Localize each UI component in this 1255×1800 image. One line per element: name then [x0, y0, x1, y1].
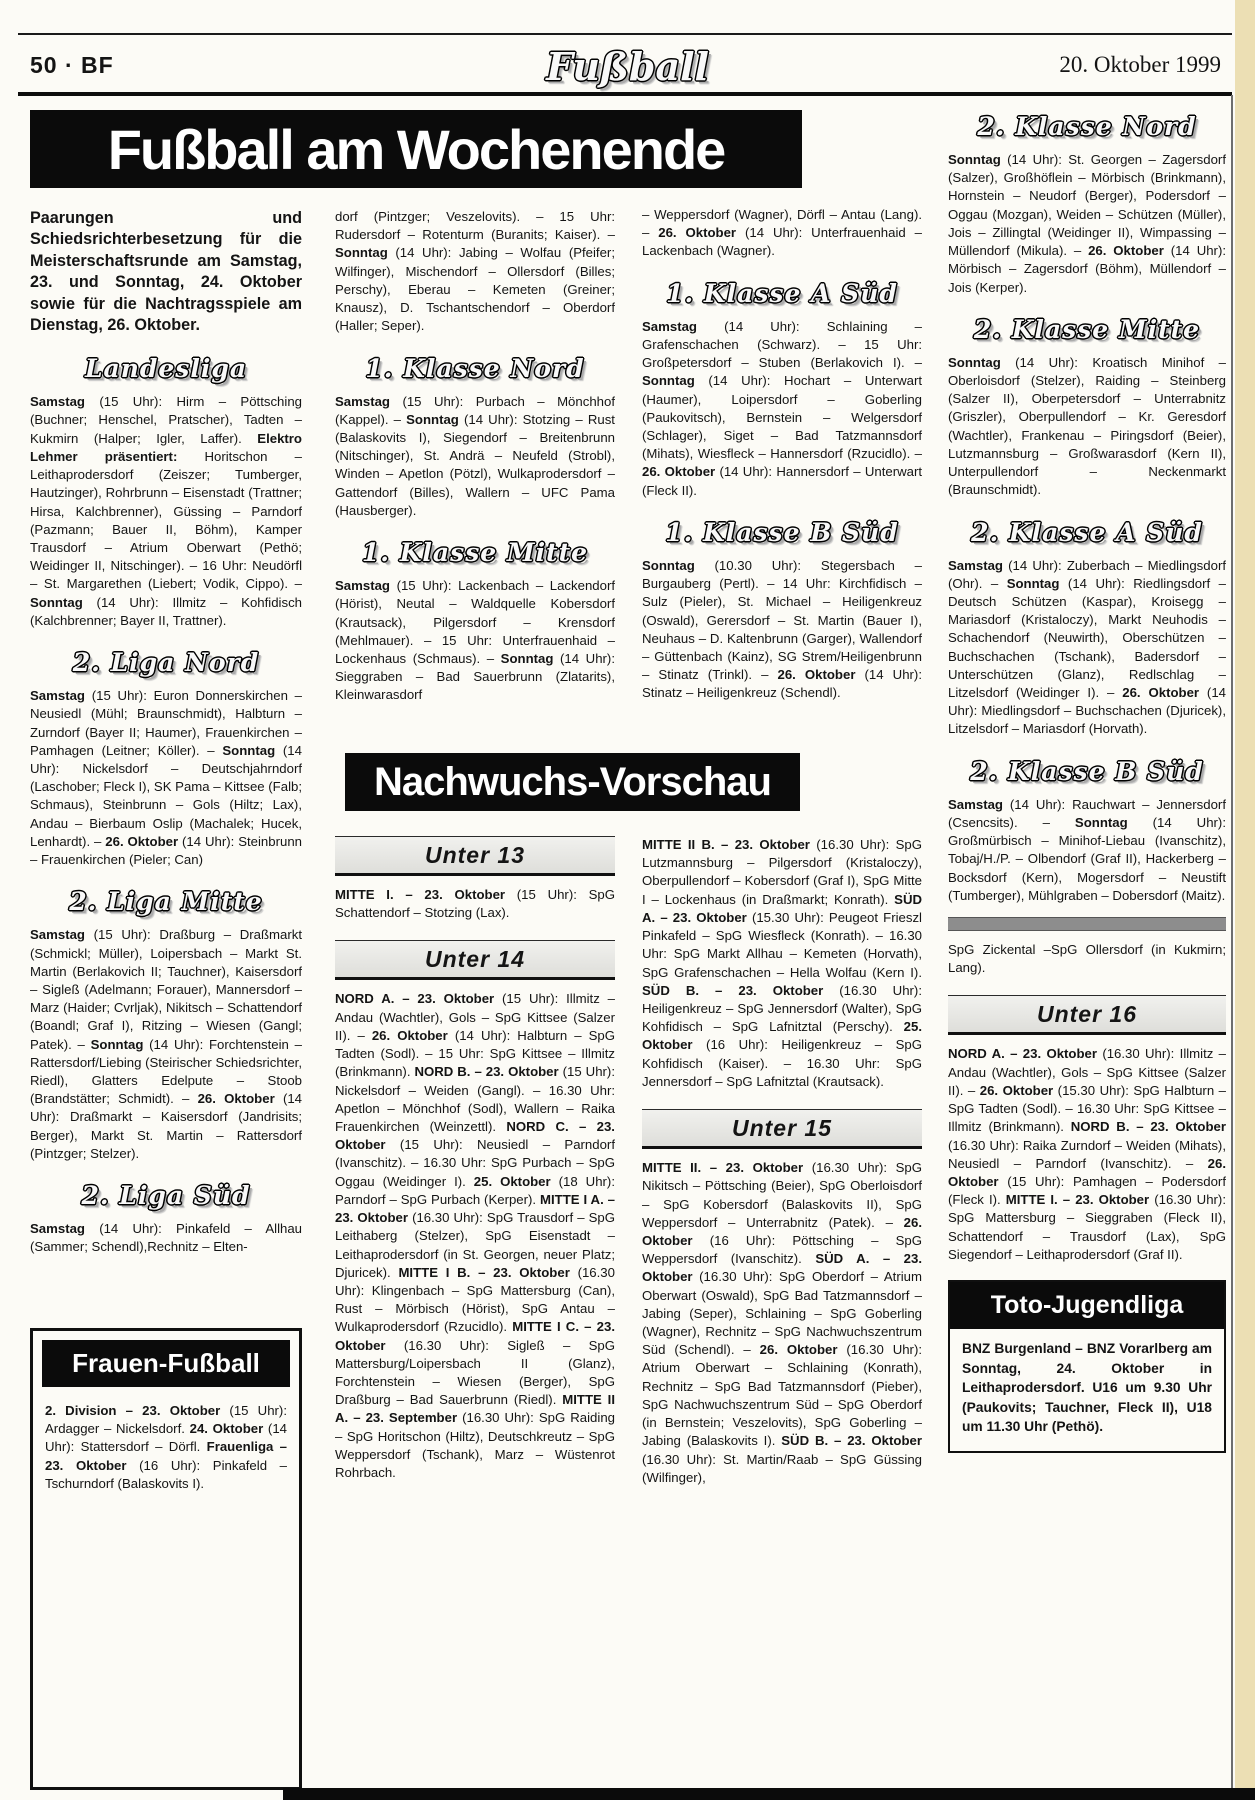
heading-2-liga-sued: 2. Liga Süd	[81, 1181, 251, 1211]
body-2-klasse-a-sued: Samstag (14 Uhr): Zuberbach – Miedlingsdorf (Ohr). – Sonntag (14 Uhr): Riedlingsdorf – Deutsch Schützen (Kaspar), Kroisegg – Mariasdorf (Kristaloczy), Markt Neuhodis – Schachendorf (Neuwirth), Oberschützen – Buchschachen (Tschank), Badersdorf – Unterschützen (Glanz), Redlschlag – Litzelsdorf (Weidinger I). – 26. Oktober (14 Uhr): Miedlingsdorf – Buchschachen (Djuricek), Litzelsdorf – Mariasdorf (Horvath).	[948, 557, 1226, 737]
heading-2-klasse-mitte: 2. Klasse Mitte	[973, 314, 1201, 344]
main-headline-banner	[30, 110, 802, 188]
intro-paragraph: Paarungen und Schiedsrichterbesetzung für die Meisterschaftsrunde am Samstag, 23. und Sonntag, 24. Oktober sowie für die Nachtragsspiele am Dienstag, 26. Oktober.	[30, 209, 302, 334]
page-number: 50 · BF	[30, 52, 114, 78]
body-sued-b-continuation: SpG Zickental –SpG Ollersdorf (in Kukmirn; Lang).	[948, 942, 1226, 976]
column-3-top	[642, 206, 922, 746]
page-edge-band	[1235, 0, 1255, 1800]
page-date: 20. Oktober 1999	[1059, 52, 1221, 77]
heading-unter-16: Unter 16	[948, 995, 1226, 1035]
body-unter-15: MITTE II. – 23. Oktober (16.30 Uhr): SpG Nikitsch – Pöttsching (Beier), SpG Oberloisdorf – SpG Kobersdorf (Balaskovits II), SpG Weppersdorf – Unterrabnitz (Patek). – 26. Oktober (16 Uhr): Pöttsching – SpG Weppersdorf (Ivanschitz). SÜD A. – 23. Oktober (16.30 Uhr): SpG Oberdorf – Atrium Oberwart (Oswald), SpG Bad Tatzmannsdorf – Jabing (Seper), Schlaining – SpG Goberling (Wagner), Rechnitz – SpG Nachwuchszentrum Süd (Schendl). – 26. Oktober (16.30 Uhr): Atrium Oberwart – Schlaining (Konrath), Rechnitz – SpG Bad Tatzmannsdorf (Pieber), SpG Nachwuchszentrum Süd – SpG Oberdorf (in Bernstein; Veszelovits), SpG Goberling – Jabing (Balaskovits I). SÜD B. – 23. Oktober (16.30 Uhr): St. Martin/Raab – SpG Güssing (Wilfinger),	[642, 1160, 922, 1485]
toto-jugendliga-box	[948, 1280, 1226, 1453]
column-2-bottom	[335, 836, 615, 1788]
body-2-klasse-nord: Sonntag (14 Uhr): St. Georgen – Zagersdorf (Salzer), Großhöflein – Mörbisch (Brinkmann), Hornstein – Neudorf (Berger), Podersdorf – Oggau (Mozgan), Weiden – Schützen (Müller), Jois – Zillingtal (Weidinger II), Wimpassing – Müllendorf (Mikula). – 26. Oktober (14 Uhr): Mörbisch – Zagersdorf (Böhm), Müllendorf – Jois (Kerper).	[948, 152, 1226, 295]
toto-jugendliga-body: BNZ Burgenland – BNZ Vorarlberg am Sonntag, 24. Oktober in Leithaprodersdorf. U16 um 9.30 Uhr (Paukovits; Tauchner, Fleck II), U18 um 11.30 Uhr (Pethö).	[962, 1341, 1212, 1435]
body-unter-13: MITTE I. – 23. Oktober (15 Uhr): SpG Schattendorf – Stotzing (Lax).	[335, 887, 615, 921]
heading-2-liga-nord: 2. Liga Nord	[72, 648, 260, 678]
heading-unter-14: Unter 14	[335, 940, 615, 980]
body-2-liga-sued-continuation: dorf (Pintzger; Veszelovits). – 15 Uhr: Rudersdorf – Rotenturm (Buranits; Kaiser). – Sonntag (14 Uhr): Jabing – Wolfau (Pfeifer; Wilfinger), Mischendorf – Ollersdorf (Billes; Perschy), Eberau – Kemeten (Greiner; Knausz), D. Tschantschendorf – Oberdorf (Haller; Seper).	[335, 209, 615, 334]
heading-1-klasse-nord: 1. Klasse Nord	[365, 353, 585, 383]
top-rule	[18, 33, 1232, 35]
heading-2-klasse-a-sued: 2. Klasse A Süd	[971, 517, 1203, 547]
main-headline-text: Fußball am Wochenende	[107, 117, 725, 181]
heading-landesliga: Landesliga	[84, 354, 248, 384]
youth-banner-text: Nachwuchs-Vorschau	[374, 759, 771, 804]
column-2-top	[335, 208, 615, 748]
frauen-fussball-box	[30, 1328, 302, 1790]
heading-1-klasse-mitte: 1. Klasse Mitte	[361, 538, 589, 568]
body-2-liga-nord: Samstag (15 Uhr): Euron Donnerskirchen – Neusiedl (Mühl; Braunschmidt), Halbturn – Zurndorf (Bayer II; Haumer), Frauenkirchen – Pamhagen (Leitner; Köller). – Sonntag (14 Uhr): Nickelsdorf – Deutschjahrndorf (Laschober; Fleck I), SK Pama – Kittsee (Falb; Schmaus), Steinbrunn – Gols (Hiltz; Lax), Andau – Bierbaum Oslip (Machalek; Hucek, Lenhardt). – 26. Oktober (14 Uhr): Steinbrunn – Frauenkirchen (Pieler; Can)	[30, 688, 302, 868]
page-edge-rule	[1231, 95, 1233, 1800]
body-1-klasse-nord: Samstag (15 Uhr): Purbach – Mönchhof (Kappel). – Sonntag (14 Uhr): Stotzing – Rust (Balaskovits I), Siegendorf – Breitenbrunn (Nitschinger), St. Andrä – Neufeld (Strobl), Winden – Apetlon (Pötzl), Wulkaprodersdorf – Gattendorf (Billes), Wallern – UFC Pama (Hausberger).	[335, 393, 615, 518]
youth-section-banner	[345, 753, 800, 811]
gray-divider-bar	[948, 917, 1226, 931]
column-1	[30, 208, 302, 1320]
column-3-bottom	[642, 836, 922, 1788]
heading-1-klasse-a-sued: 1. Klasse A Süd	[666, 278, 898, 308]
heading-unter-15: Unter 15	[642, 1109, 922, 1149]
body-unter-14: NORD A. – 23. Oktober (15 Uhr): Illmitz – Andau (Wachtler), Gols – SpG Kittsee (Salzer II). – 26. Oktober (14 Uhr): Halbturn – SpG Tadten (Sodl). – 15 Uhr: SpG Kittsee – Illmitz (Brinkmann). NORD B. – 23. Oktober (15 Uhr): Nickelsdorf – Weiden (Gangl). – 16.30 Uhr: Apetlon – Mönchhof (Sodl), Wallern – Raika Frauenkirchen (Weinzettl). NORD C. – 23. Oktober (15 Uhr): Neusiedl – Parndorf (Ivanschitz). – 16.30 Uhr: SpG Purbach – SpG Oggau (Weidinger I). 25. Oktober (18 Uhr): Parndorf – SpG Purbach (Kerper). MITTE I A. – 23. Oktober (16.30 Uhr): SpG Trausdorf – SpG Leithaberg (Stelzer), SpG Eisenstadt – Leithaprodersdorf (in St. Georgen, neuer Platz; Djuricek). MITTE I B. – 23. Oktober (16.30 Uhr): Klingenbach – SpG Mattersburg (Can), Rust – Mörbisch (Hörist), SpG Antau – Wulkaprodersdorf (Rzucidlo). MITTE I C. – 23. Oktober (16.30 Uhr): Sigleß – SpG Mattersburg/Loipersbach II (Glanz), Forchtenstein – Wiesen (Berger), SpG Draßburg – Bad Sauerbrunn (Riedl). MITTE II A. – 23. September (16.30 Uhr): SpG Raiding – SpG Horitschon (Hiltz), Deutschkreutz – SpG Weppersdorf (Tschank), Marz – Wüstenrot Rohrbach.	[335, 991, 615, 1481]
body-1-klasse-b-sued: Sonntag (10.30 Uhr): Stegersbach – Burgauberg (Pertl). – 14 Uhr: Kirchfidisch – Sulz (Pieler), St. Michael – Heiligenkreuz (Oswald), Gerersdorf – St. Martin (Bauer I), Neuhaus – D. Kaltenbrunn (Garger), Wallendorf – Güttenbach (Kainz), SG Strem/Heiligenbrunn – Stinatz (Trinkl). – 26. Oktober (14 Uhr): Stinatz – Heiligenkreuz (Schendl).	[642, 557, 922, 701]
body-unter-14-continuation: MITTE II B. – 23. Oktober (16.30 Uhr): SpG Lutzmannsburg – Pilgersdorf (Kristaloczy), Oberpullendorf – Kobersdorf (Graf I), SpG Mitte I – Lockenhaus (in Draßmarkt; Konrath). SÜD A. – 23. Oktober (15.30 Uhr): Peugeot Frieszl Pinkafeld – SpG Wiesfleck (Konrath). – 16.30 Uhr: SpG Markt Allhau – Kemeten (Horvath), SpG Grafenschachen – Hella Wolfau (Kern I). SÜD B. – 23. Oktober (16.30 Uhr): Heiligenkreuz – SpG Jennersdorf (Walter), SpG Kohfidisch – SpG Lafnitztal (Perschy). 25. Oktober (16 Uhr): Heiligenkreuz – SpG Kohfidisch (Kaiser). – 16.30 Uhr: SpG Jennersdorf – SpG Lafnitztal (Krautsack).	[642, 837, 922, 1089]
masthead-title: Fußball	[546, 44, 709, 89]
column-4	[948, 110, 1226, 1792]
frauen-fussball-heading: Frauen-Fußball	[42, 1340, 290, 1387]
body-1-klasse-mitte: Samstag (15 Uhr): Lackenbach – Lackendorf (Hörist), Neutal – Waldquelle Kobersdorf (Krautsack), Pilgersdorf – Krensdorf (Mehlmauer). – 15 Uhr: Unterfrauenhaid – Lockenhaus (Schmaus). – Sonntag (14 Uhr): Sieggraben – Bad Sauerbrunn (Zlatarits), Kleinwarasdorf	[335, 578, 615, 703]
heading-1-klasse-b-sued: 1. Klasse B Süd	[665, 517, 899, 547]
body-1-klasse-mitte-continuation: – Weppersdorf (Wagner), Dörfl – Antau (Lang). – 26. Oktober (14 Uhr): Unterfrauenhaid – Lackenbach (Wagner).	[642, 207, 922, 259]
header-rule	[18, 92, 1232, 96]
body-2-liga-mitte: Samstag (15 Uhr): Draßburg – Draßmarkt (Schmickl; Müller), Loipersbach – Markt St. Martin (Berlakovich II; Tauchner), Kaisersdorf – Sigleß (Adelmann; Forauer), Mannersdorf – Marz (Haider; Cvrljak), Nikitsch – Schattendorf (Boandl; Graf I), Ritzing – Wiesen (Gangl; Patek). – Sonntag (14 Uhr): Forchtenstein – Rattersdorf/Liebing (Steirischer Schiedsrichter, Riedl), Glatters Edelpute – Stoob (Brandstätter; Schmidt). – 26. Oktober (14 Uhr): Draßmarkt – Kaisersdorf (Jandrisits; Berger), Markt St. Martin – Rattersdorf (Pintzger; Stelzer).	[30, 927, 302, 1161]
scan-bottom-strip	[283, 1788, 1255, 1800]
body-2-klasse-b-sued: Samstag (14 Uhr): Rauchwart – Jennersdorf (Csencsits). – Sonntag (14 Uhr): Großmürbisch – Minihof-Liebau (Ivanschitz), Tobaj/H./P. – Olbendorf (Graf II), Hackerberg – Bocksdorf (Kern), Mogersdorf – Neustift (Tumberger), Mühlgraben – Dobersdorf (Maitz).	[948, 796, 1226, 903]
heading-2-klasse-b-sued: 2. Klasse B Süd	[970, 756, 1204, 786]
body-2-klasse-mitte: Sonntag (14 Uhr): Kroatisch Minihof – Oberloisdorf (Stelzer), Raiding – Steinberg (Salzer II), Oberpetersdorf – Unterrabnitz (Griszler), Oberpullendorf – Kr. Geresdorf (Wachtler), Frankenau – Piringsdorf (Beier), Lutzmannsburg – Großwarasdorf (Kern II), Unterpullendorf – Neckenmarkt (Braunschmidt).	[948, 354, 1226, 498]
frauen-fussball-body: 2. Division – 23. Oktober (15 Uhr): Ardagger – Nickelsdorf. 24. Oktober (14 Uhr): Stattersdorf – Dörfl. Frauenliga – 23. Oktober (16 Uhr): Pinkafeld – Tschurndorf (Balaskovits I).	[45, 1403, 288, 1491]
body-2-liga-sued: Samstag (14 Uhr): Pinkafeld – Allhau (Sammer; Schendl),Rechnitz – Elten-	[30, 1221, 302, 1255]
toto-jugendliga-heading: Toto-Jugendliga	[950, 1282, 1224, 1329]
body-landesliga: Samstag (15 Uhr): Hirm – Pöttsching (Buchner; Henschel, Pratscher), Tadten – Kukmirn (Halper; Igler, Laffer). Elektro Lehmer präsentiert: Horitschon – Leithaprodersdorf (Zeiszer; Tumberger, Hautzinger), Rohrbrunn – Eisenstadt (Trattner; Hirsa, Kalchbrenner), Güssing – Parndorf (Pazmann; Bauer II, Böhm), Kamper Trausdorf – Atrium Oberwart (Pethö; Weidinger II, Nitschinger). – 16 Uhr: Neudörfl – St. Margarethen (Liebert; Vodik, Cippo). – Sonntag (14 Uhr): Illmitz – Kohfidisch (Kalchbrenner; Bayer II, Trattner).	[30, 394, 302, 628]
body-unter-16: NORD A. – 23. Oktober (16.30 Uhr): Illmitz – Andau (Wachtler), Gols – SpG Kittsee (Salzer II). – 26. Oktober (15.30 Uhr): SpG Halbturn – SpG Tadten (Sodl). – 16.30 Uhr: SpG Kittsee – Illmitz (Brinkmann). NORD B. – 23. Oktober (16.30 Uhr): Raika Zurndorf – Weiden (Mihats), Neusiedl – Parndorf (Ivanschitz). – 26. Oktober (15 Uhr): Pamhagen – Podersdorf (Fleck I). MITTE I. – 23. Oktober (16.30 Uhr): SpG Mattersburg – Sieggraben (Fleck II), Schattendorf – Trausdorf (Lax), SpG Siegendorf – Leithaprodersdorf (Graf II).	[948, 1046, 1226, 1262]
heading-2-liga-mitte: 2. Liga Mitte	[69, 887, 263, 917]
heading-unter-13: Unter 13	[335, 836, 615, 876]
body-1-klasse-a-sued: Samstag (14 Uhr): Schlaining – Grafenschachen (Schwarz). – 15 Uhr: Großpetersdorf – Stuben (Berlakovich I). – Sonntag (14 Uhr): Hochart – Unterwart (Haumer), Loipersdorf – Goberling (Paukovitsch), Bernstein – Welgersdorf (Schlager), Siget – Bad Tatzmannsdorf (Mihats), Wiesfleck – Hannersdorf (Rzucidlo). – 26. Oktober (14 Uhr): Hannersdorf – Unterwart (Fleck II).	[642, 318, 922, 498]
heading-2-klasse-nord: 2. Klasse Nord	[977, 112, 1197, 141]
